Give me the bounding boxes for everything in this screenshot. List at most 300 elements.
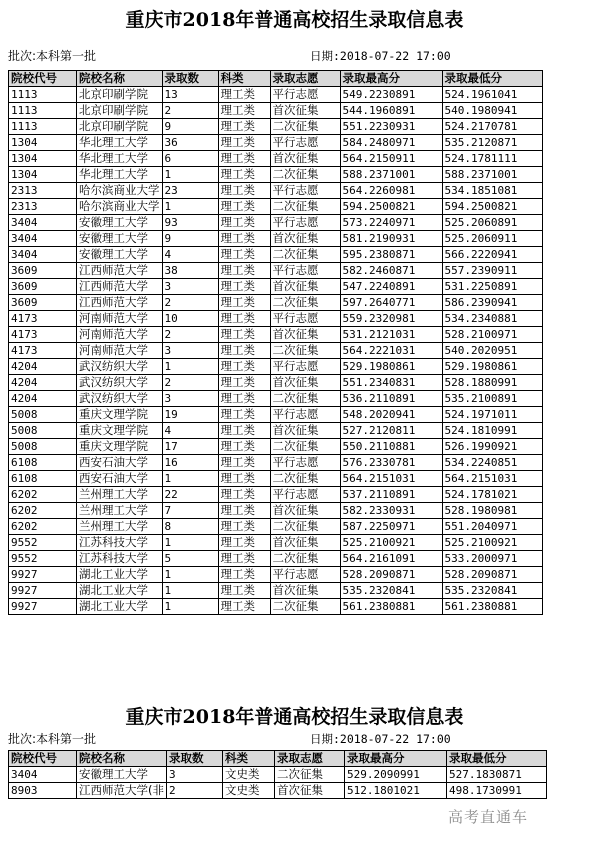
table-header-row <box>9 71 543 87</box>
table-row <box>9 471 543 487</box>
admit-count-cell: 5 <box>162 551 218 567</box>
school-name-cell: 兰州理工大学 <box>77 487 163 503</box>
table-row <box>9 551 543 567</box>
category-cell: 文史类 <box>223 783 275 799</box>
min-score-cell: 540.2020951 <box>442 343 542 359</box>
choice-type-cell: 二次征集 <box>270 343 340 359</box>
school-code-cell: 3404 <box>9 767 77 783</box>
column-header: 科类 <box>223 751 275 767</box>
table-row <box>9 583 543 599</box>
choice-type-cell: 首次征集 <box>270 279 340 295</box>
table-row <box>9 231 543 247</box>
table-row <box>9 263 543 279</box>
category-cell: 理工类 <box>218 247 270 263</box>
school-name-cell: 哈尔滨商业大学 <box>77 183 163 199</box>
column-header: 院校名称 <box>77 751 167 767</box>
school-code-cell: 3404 <box>9 247 77 263</box>
table-row <box>9 119 543 135</box>
max-score-cell: 573.2240971 <box>340 215 442 231</box>
admit-count-cell: 1 <box>162 583 218 599</box>
choice-type-cell: 二次征集 <box>270 471 340 487</box>
min-score-cell: 528.1980981 <box>442 503 542 519</box>
school-code-cell: 9927 <box>9 599 77 615</box>
category-cell: 理工类 <box>218 263 270 279</box>
max-score-cell: 564.2260981 <box>340 183 442 199</box>
max-score-cell: 582.2460871 <box>340 263 442 279</box>
max-score-cell: 576.2330781 <box>340 455 442 471</box>
admit-count-cell: 3 <box>167 767 223 783</box>
school-code-cell: 6108 <box>9 455 77 471</box>
category-cell: 理工类 <box>218 215 270 231</box>
column-header: 录取最低分 <box>442 71 542 87</box>
choice-type-cell: 首次征集 <box>270 151 340 167</box>
table-row <box>9 247 543 263</box>
school-name-cell: 安徽理工大学 <box>77 767 167 783</box>
school-name-cell: 华北理工大学 <box>77 135 163 151</box>
page-title: 重庆市2018年普通高校招生录取信息表 <box>125 9 464 31</box>
admit-count-cell: 3 <box>162 343 218 359</box>
choice-type-cell: 二次征集 <box>270 599 340 615</box>
school-code-cell: 9927 <box>9 567 77 583</box>
school-name-cell: 湖北工业大学 <box>77 599 163 615</box>
admit-count-cell: 1 <box>162 567 218 583</box>
admit-count-cell: 13 <box>162 87 218 103</box>
batch-label: 批次:本科第一批 <box>8 49 97 63</box>
admission-table <box>8 70 543 615</box>
category-cell: 理工类 <box>218 407 270 423</box>
school-name-cell: 武汉纺织大学 <box>77 375 163 391</box>
max-score-cell: 527.2120811 <box>340 423 442 439</box>
admit-count-cell: 17 <box>162 439 218 455</box>
school-name-cell: 重庆文理学院 <box>77 407 163 423</box>
category-cell: 理工类 <box>218 295 270 311</box>
school-code-cell: 6202 <box>9 519 77 535</box>
school-code-cell: 3404 <box>9 215 77 231</box>
category-cell: 理工类 <box>218 375 270 391</box>
choice-type-cell: 平行志愿 <box>270 215 340 231</box>
school-code-cell: 1113 <box>9 103 77 119</box>
school-code-cell: 1304 <box>9 167 77 183</box>
admit-count-cell: 16 <box>162 455 218 471</box>
choice-type-cell: 平行志愿 <box>270 487 340 503</box>
max-score-cell: 531.2121031 <box>340 327 442 343</box>
school-code-cell: 8903 <box>9 783 77 799</box>
school-name-cell: 安徽理工大学 <box>77 215 163 231</box>
school-code-cell: 6202 <box>9 503 77 519</box>
admit-count-cell: 1 <box>162 199 218 215</box>
admit-count-cell: 93 <box>162 215 218 231</box>
min-score-cell: 525.2060891 <box>442 215 542 231</box>
min-score-cell: 524.1961041 <box>442 87 542 103</box>
min-score-cell: 534.2340881 <box>442 311 542 327</box>
table-row <box>9 783 547 799</box>
table-row <box>9 455 543 471</box>
admit-count-cell: 6 <box>162 151 218 167</box>
min-score-cell: 534.2240851 <box>442 455 542 471</box>
admit-count-cell: 2 <box>162 295 218 311</box>
admit-count-cell: 22 <box>162 487 218 503</box>
school-name-cell: 武汉纺织大学 <box>77 391 163 407</box>
table-row <box>9 599 543 615</box>
max-score-cell: 582.2330931 <box>340 503 442 519</box>
choice-type-cell: 平行志愿 <box>270 359 340 375</box>
category-cell: 理工类 <box>218 343 270 359</box>
category-cell: 理工类 <box>218 135 270 151</box>
school-code-cell: 9552 <box>9 535 77 551</box>
school-code-cell: 4204 <box>9 391 77 407</box>
max-score-cell: 547.2240891 <box>340 279 442 295</box>
table-row <box>9 503 543 519</box>
school-name-cell: 哈尔滨商业大学 <box>77 199 163 215</box>
admit-count-cell: 19 <box>162 407 218 423</box>
table-row <box>9 567 543 583</box>
date-label: 日期:2018-07-22 17:00 <box>310 732 451 746</box>
max-score-cell: 594.2500821 <box>340 199 442 215</box>
admit-count-cell: 4 <box>162 423 218 439</box>
category-cell: 理工类 <box>218 103 270 119</box>
choice-type-cell: 首次征集 <box>270 583 340 599</box>
max-score-cell: 597.2640771 <box>340 295 442 311</box>
school-name-cell: 江西师范大学 <box>77 279 163 295</box>
choice-type-cell: 平行志愿 <box>270 183 340 199</box>
category-cell: 理工类 <box>218 567 270 583</box>
admit-count-cell: 9 <box>162 231 218 247</box>
min-score-cell: 535.2100891 <box>442 391 542 407</box>
min-score-cell: 528.2100971 <box>442 327 542 343</box>
admit-count-cell: 2 <box>162 103 218 119</box>
column-header: 录取志愿 <box>270 71 340 87</box>
min-score-cell: 525.2100921 <box>442 535 542 551</box>
table-row <box>9 519 543 535</box>
min-score-cell: 524.1810991 <box>442 423 542 439</box>
choice-type-cell: 平行志愿 <box>270 87 340 103</box>
choice-type-cell: 首次征集 <box>270 535 340 551</box>
school-code-cell: 5008 <box>9 407 77 423</box>
table-row <box>9 279 543 295</box>
table-row <box>9 135 543 151</box>
school-code-cell: 1113 <box>9 119 77 135</box>
min-score-cell: 533.2000971 <box>442 551 542 567</box>
table-row <box>9 375 543 391</box>
min-score-cell: 528.2090871 <box>442 567 542 583</box>
choice-type-cell: 二次征集 <box>270 295 340 311</box>
school-code-cell: 2313 <box>9 199 77 215</box>
max-score-cell: 564.2151031 <box>340 471 442 487</box>
column-header: 院校名称 <box>77 71 163 87</box>
category-cell: 理工类 <box>218 423 270 439</box>
column-header: 录取最低分 <box>447 751 547 767</box>
choice-type-cell: 首次征集 <box>270 327 340 343</box>
category-cell: 理工类 <box>218 183 270 199</box>
school-name-cell: 重庆文理学院 <box>77 423 163 439</box>
school-name-cell: 兰州理工大学 <box>77 519 163 535</box>
school-name-cell: 安徽理工大学 <box>77 231 163 247</box>
school-code-cell: 4204 <box>9 359 77 375</box>
choice-type-cell: 二次征集 <box>270 247 340 263</box>
table-row <box>9 767 547 783</box>
table-row <box>9 183 543 199</box>
choice-type-cell: 二次征集 <box>270 167 340 183</box>
min-score-cell: 561.2380881 <box>442 599 542 615</box>
batch-label: 批次:本科第一批 <box>8 732 97 746</box>
school-name-cell: 江西师范大学 <box>77 263 163 279</box>
choice-type-cell: 二次征集 <box>270 199 340 215</box>
min-score-cell: 531.2250891 <box>442 279 542 295</box>
school-name-cell: 华北理工大学 <box>77 167 163 183</box>
school-name-cell: 北京印刷学院 <box>77 87 163 103</box>
max-score-cell: 529.1980861 <box>340 359 442 375</box>
max-score-cell: 551.2340831 <box>340 375 442 391</box>
choice-type-cell: 首次征集 <box>270 231 340 247</box>
max-score-cell: 564.2161091 <box>340 551 442 567</box>
school-name-cell: 江苏科技大学 <box>77 551 163 567</box>
min-score-cell: 535.2120871 <box>442 135 542 151</box>
admit-count-cell: 23 <box>162 183 218 199</box>
school-name-cell: 湖北工业大学 <box>77 583 163 599</box>
min-score-cell: 586.2390941 <box>442 295 542 311</box>
meta-row <box>8 48 583 65</box>
table-header-row <box>9 751 547 767</box>
school-name-cell: 江西师范大学 <box>77 295 163 311</box>
table-row <box>9 151 543 167</box>
category-cell: 理工类 <box>218 327 270 343</box>
school-code-cell: 6202 <box>9 487 77 503</box>
choice-type-cell: 二次征集 <box>270 119 340 135</box>
min-score-cell: 557.2390911 <box>442 263 542 279</box>
choice-type-cell: 首次征集 <box>275 783 345 799</box>
category-cell: 理工类 <box>218 167 270 183</box>
min-score-cell: 529.1980861 <box>442 359 542 375</box>
school-code-cell: 9552 <box>9 551 77 567</box>
school-name-cell: 武汉纺织大学 <box>77 359 163 375</box>
admit-count-cell: 3 <box>162 391 218 407</box>
school-code-cell: 4173 <box>9 343 77 359</box>
max-score-cell: 581.2190931 <box>340 231 442 247</box>
choice-type-cell: 平行志愿 <box>270 567 340 583</box>
max-score-cell: 551.2230931 <box>340 119 442 135</box>
admit-count-cell: 1 <box>162 359 218 375</box>
choice-type-cell: 首次征集 <box>270 423 340 439</box>
table-row <box>9 295 543 311</box>
column-header: 科类 <box>218 71 270 87</box>
min-score-cell: 524.1781111 <box>442 151 542 167</box>
max-score-cell: 535.2320841 <box>340 583 442 599</box>
school-code-cell: 5008 <box>9 439 77 455</box>
max-score-cell: 528.2090871 <box>340 567 442 583</box>
category-cell: 理工类 <box>218 199 270 215</box>
admit-count-cell: 1 <box>162 167 218 183</box>
table-row <box>9 199 543 215</box>
school-code-cell: 9927 <box>9 583 77 599</box>
school-name-cell: 北京印刷学院 <box>77 119 163 135</box>
min-score-cell: 566.2220941 <box>442 247 542 263</box>
table-row <box>9 439 543 455</box>
admit-count-cell: 8 <box>162 519 218 535</box>
admit-count-cell: 38 <box>162 263 218 279</box>
max-score-cell: 529.2090991 <box>345 767 447 783</box>
admission-table <box>8 750 547 799</box>
max-score-cell: 595.2380871 <box>340 247 442 263</box>
school-name-cell: 江西师范大学(非 <box>77 783 167 799</box>
admit-count-cell: 3 <box>162 279 218 295</box>
max-score-cell: 512.1801021 <box>345 783 447 799</box>
category-cell: 理工类 <box>218 359 270 375</box>
min-score-cell: 498.1730991 <box>447 783 547 799</box>
school-name-cell: 华北理工大学 <box>77 151 163 167</box>
school-name-cell: 重庆文理学院 <box>77 439 163 455</box>
max-score-cell: 536.2110891 <box>340 391 442 407</box>
school-name-cell: 西安石油大学 <box>77 471 163 487</box>
table-row <box>9 311 543 327</box>
school-name-cell: 河南师范大学 <box>77 311 163 327</box>
school-name-cell: 河南师范大学 <box>77 327 163 343</box>
category-cell: 理工类 <box>218 599 270 615</box>
table-row <box>9 535 543 551</box>
table-row <box>9 87 543 103</box>
admit-count-cell: 10 <box>162 311 218 327</box>
school-name-cell: 北京印刷学院 <box>77 103 163 119</box>
choice-type-cell: 平行志愿 <box>270 455 340 471</box>
school-code-cell: 4173 <box>9 327 77 343</box>
min-score-cell: 564.2151031 <box>442 471 542 487</box>
category-cell: 文史类 <box>223 767 275 783</box>
admit-count-cell: 2 <box>167 783 223 799</box>
admit-count-cell: 2 <box>162 375 218 391</box>
table-row <box>9 359 543 375</box>
max-score-cell: 549.2230891 <box>340 87 442 103</box>
category-cell: 理工类 <box>218 503 270 519</box>
max-score-cell: 561.2380881 <box>340 599 442 615</box>
table-row <box>9 343 543 359</box>
max-score-cell: 548.2020941 <box>340 407 442 423</box>
column-header: 录取数 <box>162 71 218 87</box>
column-header: 院校代号 <box>9 751 77 767</box>
table-row <box>9 167 543 183</box>
admit-count-cell: 9 <box>162 119 218 135</box>
page-title: 重庆市2018年普通高校招生录取信息表 <box>125 706 464 728</box>
min-score-cell: 524.1971011 <box>442 407 542 423</box>
max-score-cell: 550.2110881 <box>340 439 442 455</box>
school-name-cell: 湖北工业大学 <box>77 567 163 583</box>
choice-type-cell: 平行志愿 <box>270 263 340 279</box>
school-code-cell: 3609 <box>9 263 77 279</box>
school-name-cell: 河南师范大学 <box>77 343 163 359</box>
category-cell: 理工类 <box>218 519 270 535</box>
admit-count-cell: 36 <box>162 135 218 151</box>
school-code-cell: 4173 <box>9 311 77 327</box>
choice-type-cell: 二次征集 <box>270 439 340 455</box>
admit-count-cell: 4 <box>162 247 218 263</box>
column-header: 录取最高分 <box>340 71 442 87</box>
min-score-cell: 524.2170781 <box>442 119 542 135</box>
category-cell: 理工类 <box>218 279 270 295</box>
school-code-cell: 1304 <box>9 151 77 167</box>
admit-count-cell: 1 <box>162 599 218 615</box>
category-cell: 理工类 <box>218 535 270 551</box>
min-score-cell: 527.1830871 <box>447 767 547 783</box>
category-cell: 理工类 <box>218 119 270 135</box>
admit-count-cell: 1 <box>162 471 218 487</box>
column-header: 录取最高分 <box>345 751 447 767</box>
table-row <box>9 391 543 407</box>
category-cell: 理工类 <box>218 87 270 103</box>
school-code-cell: 4204 <box>9 375 77 391</box>
date-label: 日期:2018-07-22 17:00 <box>310 49 451 63</box>
category-cell: 理工类 <box>218 471 270 487</box>
max-score-cell: 564.2150911 <box>340 151 442 167</box>
school-code-cell: 3609 <box>9 279 77 295</box>
min-score-cell: 540.1980941 <box>442 103 542 119</box>
category-cell: 理工类 <box>218 231 270 247</box>
watermark-text: 高考直通车 <box>448 808 529 826</box>
category-cell: 理工类 <box>218 151 270 167</box>
category-cell: 理工类 <box>218 455 270 471</box>
category-cell: 理工类 <box>218 439 270 455</box>
max-score-cell: 544.1960891 <box>340 103 442 119</box>
min-score-cell: 588.2371001 <box>442 167 542 183</box>
min-score-cell: 524.1781021 <box>442 487 542 503</box>
school-code-cell: 6108 <box>9 471 77 487</box>
choice-type-cell: 首次征集 <box>270 103 340 119</box>
min-score-cell: 535.2320841 <box>442 583 542 599</box>
school-name-cell: 兰州理工大学 <box>77 503 163 519</box>
column-header: 院校代号 <box>9 71 77 87</box>
choice-type-cell: 平行志愿 <box>270 407 340 423</box>
choice-type-cell: 首次征集 <box>270 503 340 519</box>
table-row <box>9 423 543 439</box>
school-name-cell: 安徽理工大学 <box>77 247 163 263</box>
max-score-cell: 537.2110891 <box>340 487 442 503</box>
school-code-cell: 1304 <box>9 135 77 151</box>
choice-type-cell: 平行志愿 <box>270 135 340 151</box>
school-code-cell: 3404 <box>9 231 77 247</box>
min-score-cell: 551.2040971 <box>442 519 542 535</box>
min-score-cell: 594.2500821 <box>442 199 542 215</box>
table-row <box>9 215 543 231</box>
max-score-cell: 584.2480971 <box>340 135 442 151</box>
min-score-cell: 525.2060911 <box>442 231 542 247</box>
column-header: 录取数 <box>167 751 223 767</box>
max-score-cell: 588.2371001 <box>340 167 442 183</box>
school-code-cell: 5008 <box>9 423 77 439</box>
table-row <box>9 487 543 503</box>
school-code-cell: 1113 <box>9 87 77 103</box>
min-score-cell: 528.1880991 <box>442 375 542 391</box>
category-cell: 理工类 <box>218 551 270 567</box>
admit-count-cell: 2 <box>162 327 218 343</box>
school-code-cell: 2313 <box>9 183 77 199</box>
admit-count-cell: 1 <box>162 535 218 551</box>
table-row <box>9 407 543 423</box>
choice-type-cell: 二次征集 <box>270 551 340 567</box>
admit-count-cell: 7 <box>162 503 218 519</box>
table-row <box>9 327 543 343</box>
max-score-cell: 559.2320981 <box>340 311 442 327</box>
choice-type-cell: 二次征集 <box>270 519 340 535</box>
choice-type-cell: 二次征集 <box>270 391 340 407</box>
category-cell: 理工类 <box>218 311 270 327</box>
school-code-cell: 3609 <box>9 295 77 311</box>
choice-type-cell: 二次征集 <box>275 767 345 783</box>
category-cell: 理工类 <box>218 583 270 599</box>
category-cell: 理工类 <box>218 487 270 503</box>
school-name-cell: 西安石油大学 <box>77 455 163 471</box>
choice-type-cell: 平行志愿 <box>270 311 340 327</box>
choice-type-cell: 首次征集 <box>270 375 340 391</box>
min-score-cell: 526.1990921 <box>442 439 542 455</box>
max-score-cell: 564.2221031 <box>340 343 442 359</box>
category-cell: 理工类 <box>218 391 270 407</box>
